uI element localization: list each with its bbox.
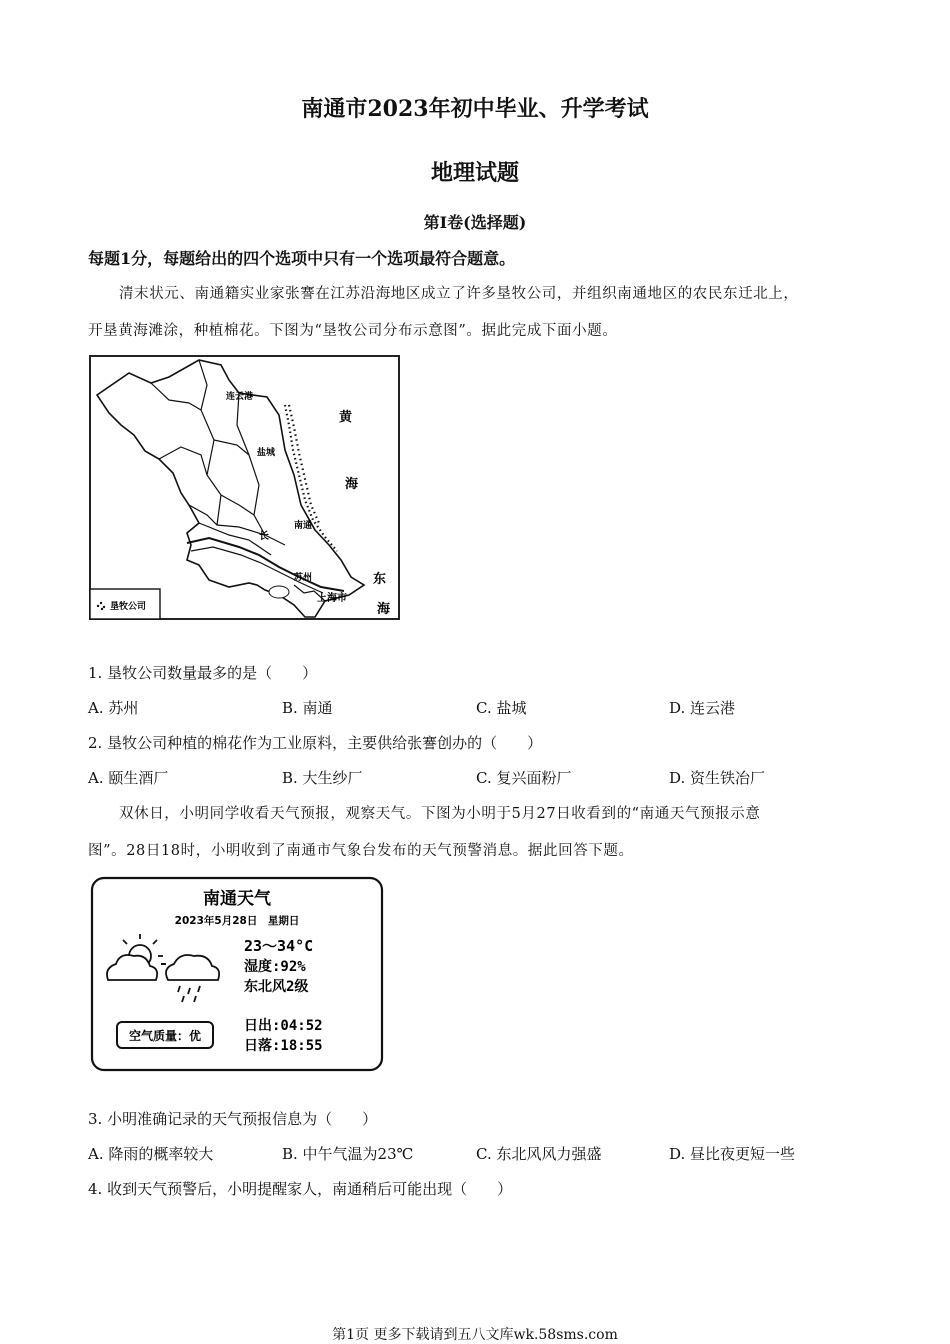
passage-2-line-1: 双休日，小明同学收看天气预报，观察天气。下图为小明于5月27日收看到的“南通天气预报示意: [119, 806, 761, 822]
map-label-nantong: 南通: [294, 521, 313, 531]
page-subtitle: 地理试题: [430, 160, 519, 186]
weather-date: 2023年5月28日 星期日: [174, 915, 300, 927]
question-3-option-b: B. 中午气温为23℃: [282, 1145, 414, 1163]
sunset-time: 日落:18:55: [244, 1038, 323, 1054]
weather-temp: 23～34°C: [244, 937, 314, 955]
map-label-suzhou: 苏州: [294, 573, 313, 583]
map-label-chang: 长: [259, 531, 269, 542]
map-label-hai-east: 海: [377, 602, 391, 617]
map-label-shanghai: 上海市: [317, 593, 347, 604]
air-quality-badge: 空气质量：优: [128, 1029, 202, 1043]
instruction: 每题1分，每题给出的四个选项中只有一个选项最符合题意。: [88, 249, 516, 268]
weather-wind: 东北风2级: [244, 979, 309, 995]
section-heading: 第Ⅰ卷(选择题): [423, 213, 527, 232]
map-label-huang: 黄: [339, 410, 353, 425]
page-footer: 第1页 更多下载请到五八文库wk.58sms.com: [332, 1327, 618, 1343]
page-title: 南通市2023年初中毕业、升学考试: [301, 96, 649, 122]
passage-1: [88, 276, 878, 350]
question-2-option-a: A. 颐生酒厂: [88, 769, 169, 787]
map-label-lianyungang: 连云港: [226, 392, 254, 402]
passage-1-line-2: 开垦黄海滩涂，种植棉花。下图为“垦牧公司分布示意图”。据此完成下面小题。: [88, 323, 618, 339]
weather-forecast-card: [90, 876, 384, 1072]
question-3-option-c: C. 东北风风力强盛: [476, 1145, 602, 1163]
passage-1-line-1: 清末状元、南通籍实业家张謇在江苏沿海地区成立了许多垦牧公司，并组织南通地区的农民东迁北上，: [119, 286, 799, 302]
reclamation-company-map: [89, 355, 400, 620]
legend-label: 垦牧公司: [110, 602, 147, 612]
map-label-hai: 海: [345, 477, 359, 492]
question-1-option-c: C. 盐城: [476, 699, 527, 717]
question-1-option-d: D. 连云港: [669, 699, 736, 717]
question-3-option-d: D. 昼比夜更短一些: [669, 1145, 796, 1163]
map-label-dong: 东: [373, 572, 387, 587]
passage-2-line-2: 图”。28日18时，小明收到了南通市气象台发布的天气预警消息。据此回答下题。: [88, 843, 634, 859]
question-1-option-b: B. 南通: [282, 699, 333, 717]
question-2-stem: 2. 垦牧公司种植的棉花作为工业原料，主要供给张謇创办的（ ）: [88, 734, 543, 752]
weather-title: 南通天气: [203, 889, 271, 909]
question-3-option-a: A. 降雨的概率较大: [88, 1145, 214, 1163]
map-label-yancheng: 盐城: [257, 448, 276, 458]
sunrise-time: 日出:04:52: [244, 1018, 323, 1034]
question-2-option-d: D. 资生铁冶厂: [669, 769, 766, 787]
question-2-option-c: C. 复兴面粉厂: [476, 769, 572, 787]
question-1-option-a: A. 苏州: [88, 699, 139, 717]
passage-2: [88, 796, 878, 870]
question-2-option-b: B. 大生纱厂: [282, 769, 363, 787]
question-4-stem: 4. 收到天气预警后，小明提醒家人，南通稍后可能出现（ ）: [88, 1180, 513, 1198]
question-3-stem: 3. 小明准确记录的天气预报信息为（ ）: [88, 1110, 378, 1128]
question-1-stem: 1. 垦牧公司数量最多的是（ ）: [88, 664, 318, 682]
weather-humidity: 湿度:92%: [244, 959, 306, 975]
